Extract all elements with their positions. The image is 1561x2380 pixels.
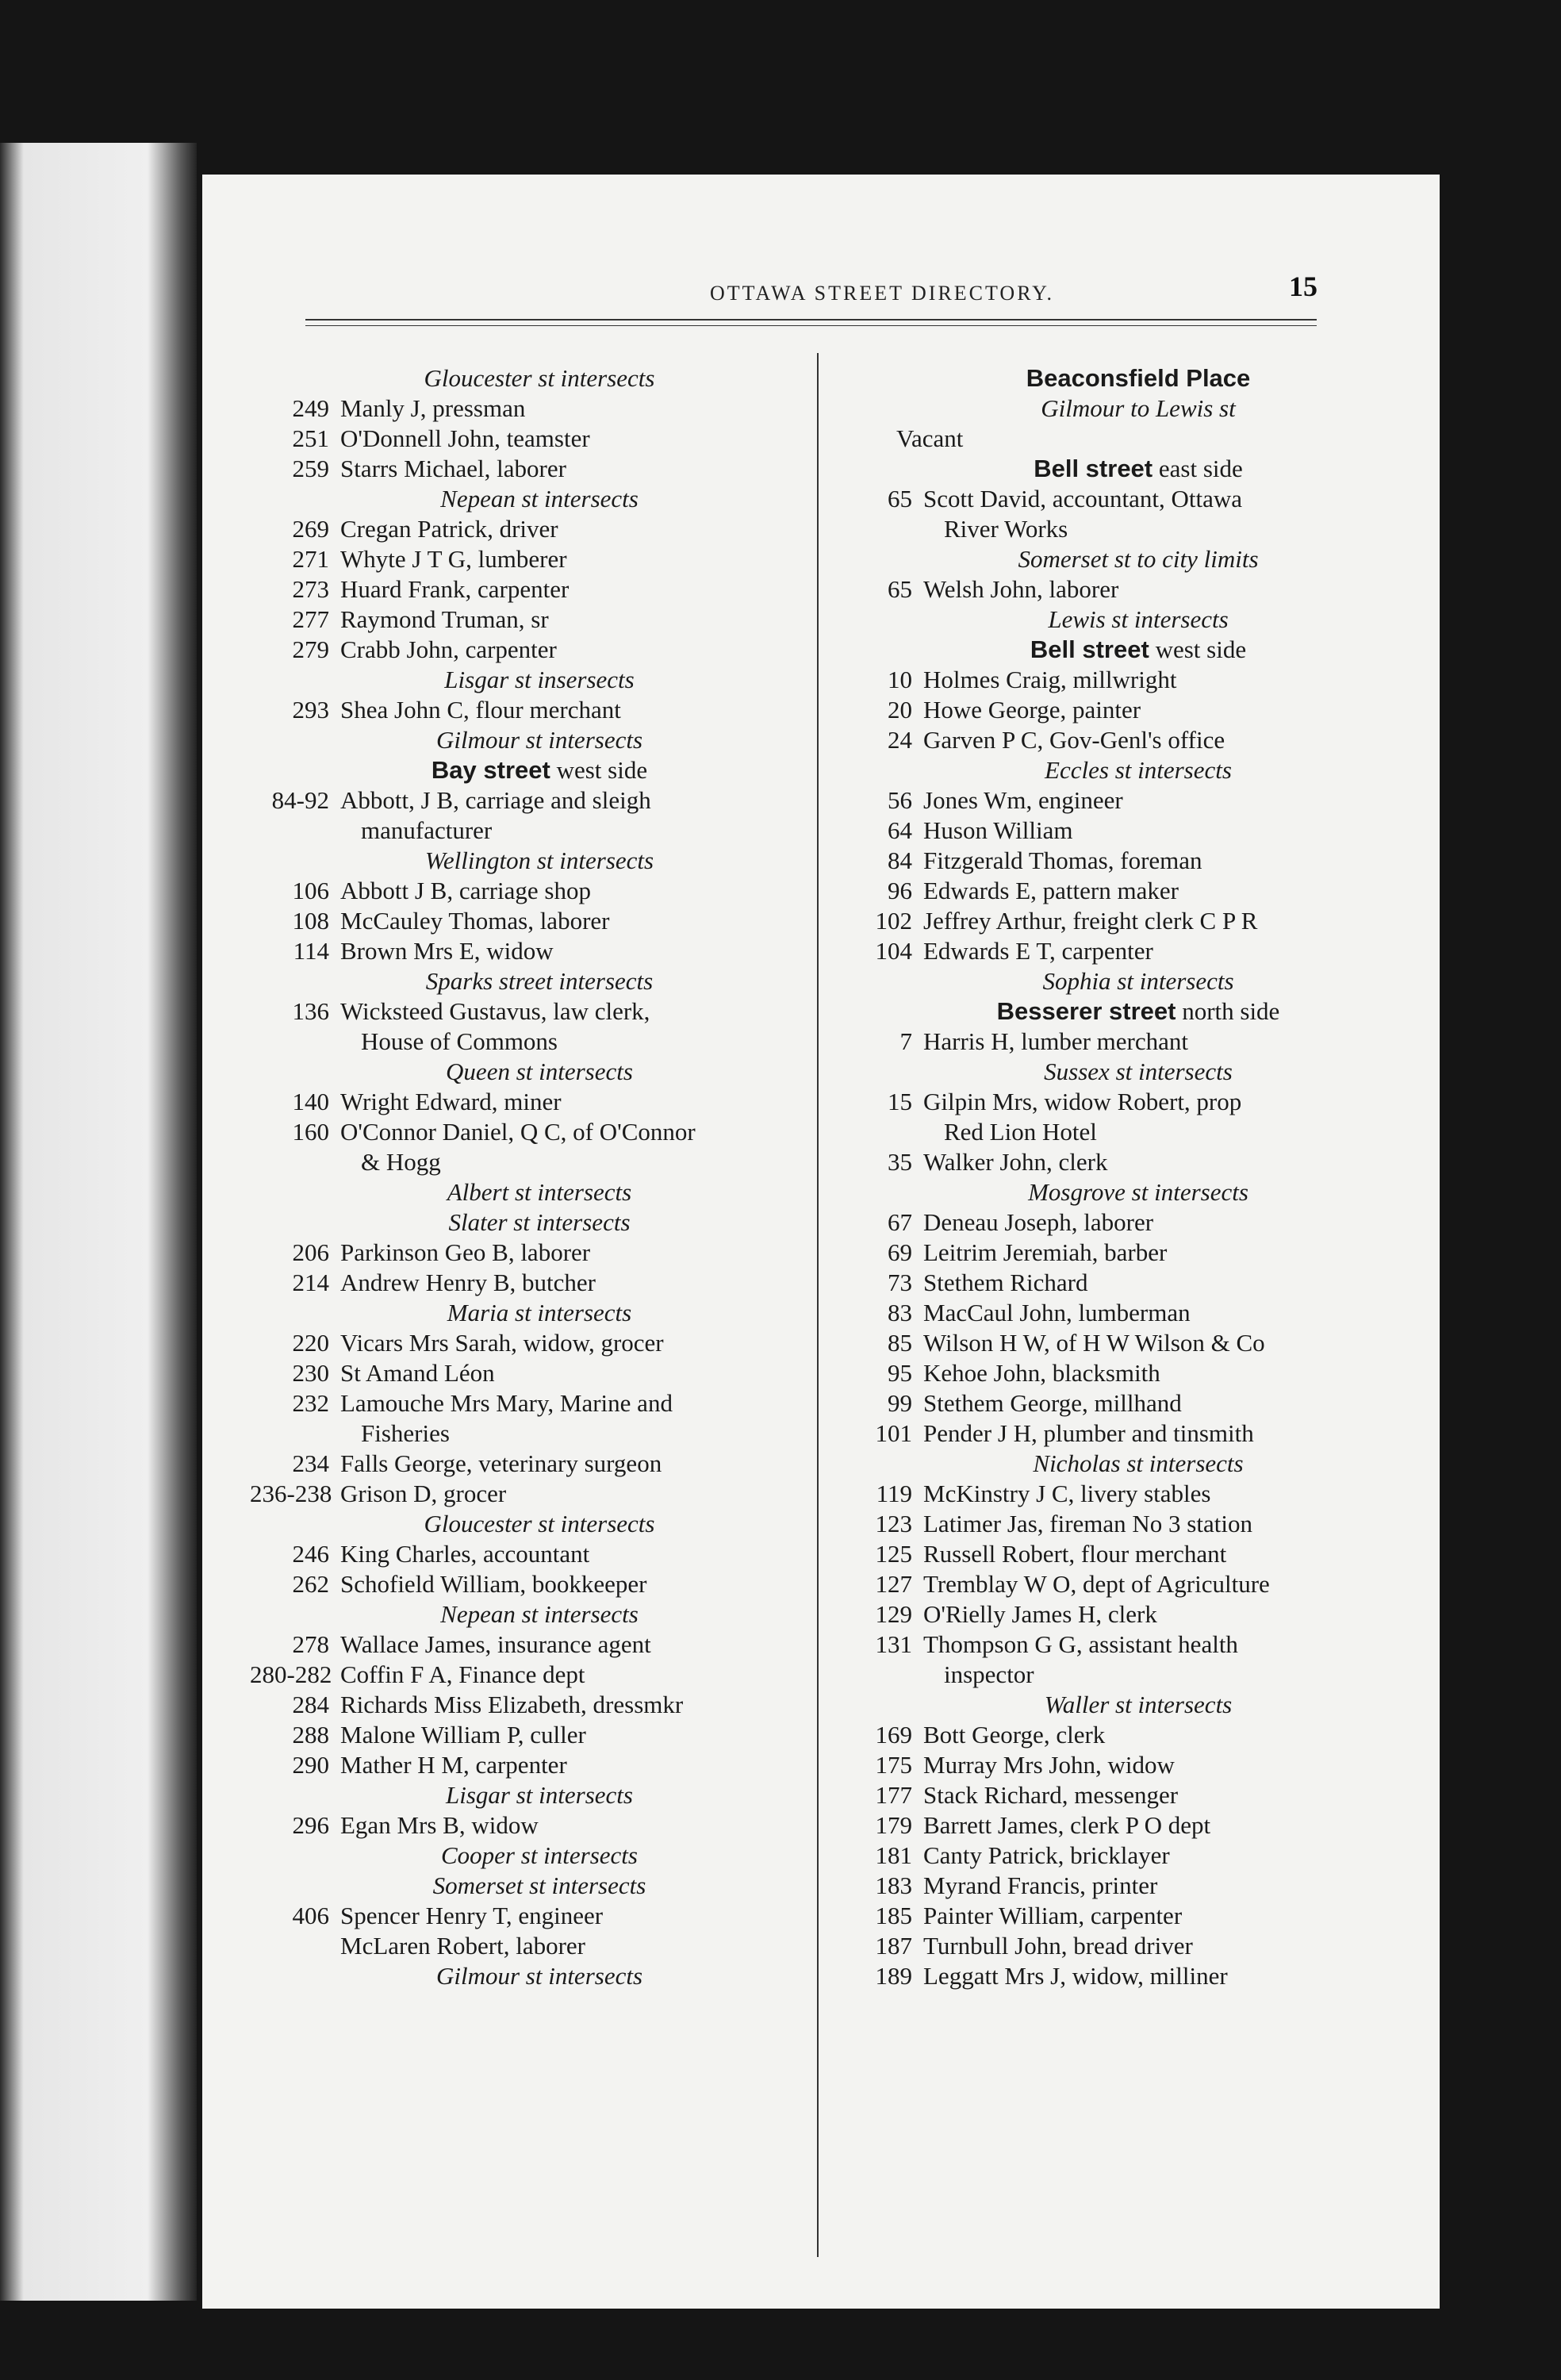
house-number: 185 [875,1902,912,1929]
house-number: 102 [875,907,912,935]
resident-text: Fitzgerald Thomas, foreman [923,846,1202,874]
resident-text: Leitrim Jeremiah, barber [923,1238,1168,1266]
house-number: 108 [292,907,329,935]
directory-entry [833,1509,1412,1539]
resident-text: Wilson H W, of H W Wilson & Co [923,1329,1265,1357]
street-heading [833,996,1412,1027]
resident-text: Shea John C, flour merchant [340,696,621,724]
house-number: 179 [875,1811,912,1839]
house-number: 246 [292,1540,329,1568]
street-name: Bell street [1030,635,1149,663]
resident-text: Jones Wm, engineer [923,786,1123,814]
directory-entry [250,876,797,906]
directory-entry [833,1931,1412,1961]
resident-text: Parkinson Geo B, laborer [340,1238,591,1266]
directory-entry [833,1388,1412,1418]
directory-entry [833,1358,1412,1388]
page-header: OTTAWA STREET DIRECTORY. [710,282,1055,305]
intersection-note: Sparks street intersects [425,967,654,995]
directory-entry [833,1298,1412,1328]
house-number: 175 [875,1751,912,1779]
column-divider [817,353,819,2257]
house-number: 84-92 [271,786,329,814]
directory-entry [833,1268,1412,1298]
resident-text: Pender J H, plumber and tinsmith [923,1419,1254,1447]
directory-entry [833,1147,1412,1177]
house-number: 35 [888,1148,912,1176]
resident-text: Wright Edward, miner [340,1088,562,1115]
directory-entry [250,1690,797,1720]
street-side: north side [1176,997,1280,1025]
intersection-note: Sussex st intersects [1044,1058,1233,1085]
resident-text: Stethem George, millhand [923,1389,1182,1417]
resident-text: Gilpin Mrs, widow Robert, prop [923,1088,1242,1115]
directory-entry [250,1358,797,1388]
house-number: 181 [875,1841,912,1869]
house-number: 114 [293,937,329,965]
directory-entry [250,1750,797,1780]
house-number: 160 [292,1118,329,1146]
house-number: 96 [888,877,912,904]
intersection-note: Cooper st intersects [441,1841,638,1869]
house-number: 84 [888,846,912,874]
directory-entry [833,1720,1412,1750]
intersection-note: Somerset st to city limits [1018,545,1259,573]
directory-entry [833,1630,1412,1660]
resident-text: Bott George, clerk [923,1721,1106,1749]
entry-continuation: & Hogg [361,1148,441,1176]
intersection-note: Slater st intersects [448,1208,631,1236]
intersection-note: Gilmour st intersects [435,726,643,754]
house-number: 15 [888,1088,912,1115]
house-number: 277 [292,605,329,633]
directory-entry [833,816,1412,846]
resident-text: Harris H, lumber merchant [923,1027,1188,1055]
house-number: 236-238 [250,1480,332,1507]
directory-entry [250,906,797,936]
house-number: 140 [292,1088,329,1115]
resident-text: King Charles, accountant [340,1540,590,1568]
directory-entry [250,996,797,1027]
house-number: 99 [888,1389,912,1417]
resident-text: Cregan Patrick, driver [340,515,558,543]
directory-entry [833,574,1412,605]
directory-entry [833,1810,1412,1841]
resident-text: Wallace James, insurance agent [340,1630,651,1658]
house-number: 406 [292,1902,329,1929]
resident-text: Holmes Craig, millwright [923,666,1177,693]
house-number: 7 [899,1027,912,1055]
resident-text: Howe George, painter [923,696,1141,724]
entry-continuation: manufacturer [361,816,493,844]
intersection-note: Queen st intersects [446,1058,633,1085]
directory-entry [250,1087,797,1117]
intersection-note: Lisgar st intersects [446,1781,633,1809]
resident-text: McCauley Thomas, laborer [340,907,610,935]
directory-entry [250,514,797,544]
resident-text: Myrand Francis, printer [923,1871,1158,1899]
house-number: 187 [875,1932,912,1960]
directory-entry [250,1931,797,1961]
house-number: 269 [292,515,329,543]
resident-text: Schofield William, bookkeeper [340,1570,647,1598]
directory-entry [250,1539,797,1569]
resident-text: Spencer Henry T, engineer [340,1902,604,1929]
resident-text: Whyte J T G, lumberer [340,545,567,573]
house-number: 73 [888,1269,912,1296]
entry-continuation: House of Commons [361,1027,558,1055]
house-number: 106 [292,877,329,904]
book-spine [0,143,197,2301]
house-number: 293 [292,696,329,724]
directory-entry [250,1268,797,1298]
house-number: 220 [292,1329,329,1357]
house-number: 249 [292,394,329,422]
resident-text: Thompson G G, assistant health [923,1630,1238,1658]
house-number: 136 [292,997,329,1025]
directory-entry [250,454,797,484]
directory-entry [833,1207,1412,1238]
street-heading [833,454,1412,484]
directory-entry [833,1238,1412,1268]
intersection-note: Gloucester st intersects [424,1510,655,1537]
directory-entry [250,1449,797,1479]
resident-text: Coffin F A, Finance dept [340,1660,585,1688]
intersection-note: Eccles st intersects [1045,756,1232,784]
resident-text: Abbott, J B, carriage and sleigh [340,786,651,814]
directory-entry [833,1871,1412,1901]
resident-text: O'Connor Daniel, Q C, of O'Connor [340,1118,696,1146]
house-number: 69 [888,1238,912,1266]
entry-continuation: River Works [944,515,1068,543]
resident-text: Tremblay W O, dept of Agriculture [923,1570,1270,1598]
house-number: 131 [875,1630,912,1658]
house-number: 232 [292,1389,329,1417]
house-number: 259 [292,455,329,482]
directory-entry [833,1901,1412,1931]
resident-text: Kehoe John, blacksmith [923,1359,1160,1387]
directory-entry [250,605,797,635]
street-name: Besserer street [996,997,1176,1025]
directory-entry [833,1569,1412,1599]
resident-text: Jeffrey Arthur, freight clerk C P R [923,907,1258,935]
directory-entry [250,785,797,816]
directory-entry [250,544,797,574]
directory-entry [250,635,797,665]
house-number: 280-282 [250,1660,332,1688]
directory-entry [250,1720,797,1750]
street-heading [250,755,797,785]
resident-text: Mather H M, carpenter [340,1751,567,1779]
street-heading [833,363,1412,393]
street-name: Bell street [1034,455,1153,482]
resident-text: Walker John, clerk [923,1148,1108,1176]
resident-text: Garven P C, Gov-Genl's office [923,726,1225,754]
resident-text: Lamouche Mrs Mary, Marine and [340,1389,673,1417]
intersection-note: Nepean st intersects [440,1600,639,1628]
directory-entry [250,1660,797,1690]
resident-text: Abbott J B, carriage shop [340,877,591,904]
house-number: 24 [888,726,912,754]
vacant-note: Vacant [896,424,964,452]
intersection-note: Albert st intersects [447,1178,632,1206]
resident-text: Falls George, veterinary surgeon [340,1449,662,1477]
house-number: 85 [888,1329,912,1357]
directory-entry [833,1750,1412,1780]
resident-text: Huard Frank, carpenter [340,575,570,603]
right-column [833,363,1412,1991]
resident-text: Latimer Jas, fireman No 3 station [923,1510,1252,1537]
house-number: 279 [292,635,329,663]
house-number: 129 [875,1600,912,1628]
house-number: 83 [888,1299,912,1326]
resident-text: Murray Mrs John, widow [923,1751,1175,1779]
directory-entry [833,1841,1412,1871]
resident-text: Vicars Mrs Sarah, widow, grocer [340,1329,664,1357]
directory-entry [833,1087,1412,1117]
intersection-note: Waller st intersects [1044,1691,1233,1718]
header-rule [305,319,1317,321]
house-number: 67 [888,1208,912,1236]
directory-entry [250,1901,797,1931]
directory-entry [250,1479,797,1509]
house-number: 101 [875,1419,912,1447]
resident-text: Manly J, pressman [340,394,526,422]
house-number: 273 [292,575,329,603]
directory-entry [833,1780,1412,1810]
resident-text: Barrett James, clerk P O dept [923,1811,1211,1839]
house-number: 251 [292,424,329,452]
intersection-note: Gilmour to Lewis st [1041,394,1236,422]
resident-text: Crabb John, carpenter [340,635,557,663]
resident-text: Egan Mrs B, widow [340,1811,539,1839]
resident-text: O'Rielly James H, clerk [923,1600,1157,1628]
resident-text: Canty Patrick, bricklayer [923,1841,1170,1869]
directory-entry [833,1418,1412,1449]
directory-entry [833,936,1412,966]
directory-entry [250,393,797,424]
intersection-note: Mosgrove st intersects [1028,1178,1248,1206]
house-number: 214 [292,1269,329,1296]
directory-entry [833,1027,1412,1057]
resident-text: Russell Robert, flour merchant [923,1540,1227,1568]
house-number: 284 [292,1691,329,1718]
resident-text: Stack Richard, messenger [923,1781,1179,1809]
directory-entry [833,484,1412,514]
resident-text: Starrs Michael, laborer [340,455,566,482]
house-number: 183 [875,1871,912,1899]
resident-text: Edwards E T, carpenter [923,937,1153,965]
resident-text: Malone William P, culler [340,1721,586,1749]
directory-entry [250,1117,797,1147]
resident-text: Stethem Richard [923,1269,1088,1296]
house-number: 296 [292,1811,329,1839]
house-number: 95 [888,1359,912,1387]
resident-text: Wicksteed Gustavus, law clerk, [340,997,650,1025]
directory-entry [833,665,1412,695]
house-number: 177 [875,1781,912,1809]
house-number: 20 [888,696,912,724]
resident-text: Richards Miss Elizabeth, dressmkr [340,1691,684,1718]
directory-entry [833,1328,1412,1358]
directory-entry [833,695,1412,725]
resident-text: MacCaul John, lumberman [923,1299,1191,1326]
house-number: 206 [292,1238,329,1266]
resident-text: Welsh John, laborer [923,575,1119,603]
directory-entry [833,846,1412,876]
intersection-note: Somerset st intersects [432,1871,646,1899]
directory-entry [250,1630,797,1660]
directory-page [202,175,1440,2309]
street-name: Bay street [431,756,550,784]
intersection-note: Sophia st intersects [1042,967,1234,995]
directory-entry [833,876,1412,906]
entry-continuation: Red Lion Hotel [944,1118,1097,1146]
directory-entry [250,1328,797,1358]
house-number: 119 [876,1480,912,1507]
house-number: 271 [292,545,329,573]
house-number: 104 [875,937,912,965]
resident-text: Andrew Henry B, butcher [340,1269,596,1296]
house-number: 230 [292,1359,329,1387]
house-number: 123 [875,1510,912,1537]
house-number: 127 [875,1570,912,1598]
directory-entry [250,574,797,605]
intersection-note: Maria st intersects [447,1299,632,1326]
resident-text: Scott David, accountant, Ottawa [923,485,1243,512]
directory-entry [250,936,797,966]
resident-text: Brown Mrs E, widow [340,937,554,965]
house-number: 169 [875,1721,912,1749]
directory-entry [250,695,797,725]
street-side: east side [1153,455,1243,482]
resident-text: McKinstry J C, livery stables [923,1480,1211,1507]
entry-continuation: Fisheries [361,1419,450,1447]
resident-text: O'Donnell John, teamster [340,424,590,452]
street-heading [833,635,1412,665]
directory-entry [250,1810,797,1841]
entry-continuation: inspector [944,1660,1034,1688]
directory-entry [833,1599,1412,1630]
directory-entry [833,906,1412,936]
street-side: west side [550,756,648,784]
house-number: 234 [292,1449,329,1477]
intersection-note: Lewis st intersects [1048,605,1229,633]
resident-text: Edwards E, pattern maker [923,877,1179,904]
directory-entry [250,1388,797,1418]
house-number: 65 [888,575,912,603]
intersection-note: Wellington st intersects [424,846,654,874]
resident-text: St Amand Léon [340,1359,495,1387]
house-number: 56 [888,786,912,814]
house-number: 189 [875,1962,912,1990]
intersection-note: Nepean st intersects [440,485,639,512]
house-number: 262 [292,1570,329,1598]
page-number: 15 [1289,271,1317,302]
street-name: Beaconsfield Place [1026,364,1251,392]
resident-text: Painter William, carpenter [923,1902,1183,1929]
left-column [250,363,797,1991]
intersection-note: Gloucester st intersects [424,364,655,392]
header-rule-thin [305,325,1317,326]
house-number: 10 [888,666,912,693]
directory-entry [833,785,1412,816]
directory-entry [250,1569,797,1599]
resident-text: Huson William [923,816,1073,844]
resident-text: Raymond Truman, sr [340,605,549,633]
resident-text: McLaren Robert, laborer [340,1932,586,1960]
house-number: 125 [875,1540,912,1568]
directory-entry [833,1539,1412,1569]
resident-text: Grison D, grocer [340,1480,507,1507]
resident-text: Deneau Joseph, laborer [923,1208,1154,1236]
resident-text: Turnbull John, bread driver [923,1932,1193,1960]
resident-text: Leggatt Mrs J, widow, milliner [923,1962,1228,1990]
street-side: west side [1149,635,1247,663]
house-number: 65 [888,485,912,512]
house-number: 278 [292,1630,329,1658]
house-number: 288 [292,1721,329,1749]
directory-entry [833,725,1412,755]
intersection-note: Lisgar st insersects [444,666,635,693]
intersection-note: Gilmour st intersects [435,1962,643,1990]
directory-entry [250,424,797,454]
house-number: 64 [888,816,912,844]
directory-entry [833,1479,1412,1509]
directory-entry [833,1961,1412,1991]
house-number: 290 [292,1751,329,1779]
directory-entry [250,1238,797,1268]
intersection-note: Nicholas st intersects [1033,1449,1244,1477]
